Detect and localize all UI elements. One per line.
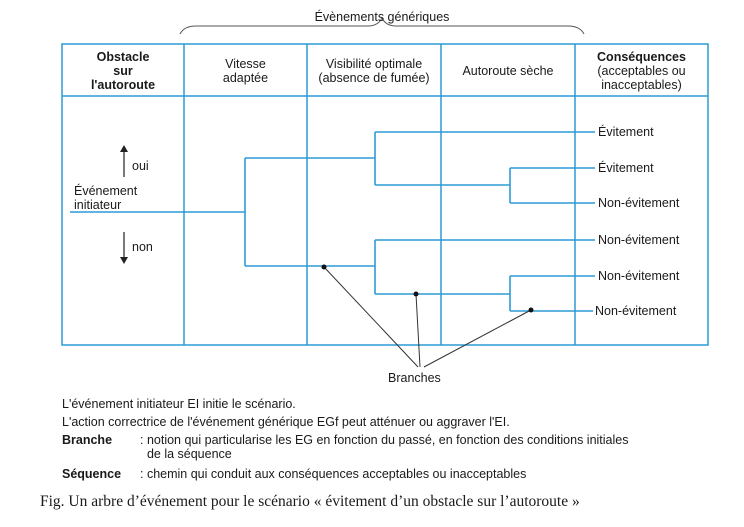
- legend-term-sequence: Séquence: [62, 467, 122, 481]
- outcome-1: Évitement: [598, 125, 654, 139]
- outcome-5: Non-évitement: [598, 269, 680, 283]
- figure-caption: Fig. Un arbre d’événement pour le scénario « évitement d’un obstacle sur l’autoroute »: [40, 493, 580, 510]
- header-visibility: Visibilité optimale (absence de fumée): [318, 57, 430, 85]
- header-speed: Vitesse adaptée: [222, 57, 269, 85]
- legend-line-1: L'événement initiateur EI initie le scénario.: [62, 397, 296, 411]
- header-consequences-sub: (acceptables ou inacceptables): [597, 64, 686, 92]
- legend-line-2: L'action correctrice de l'événement générique EGf peut atténuer ou aggraver l'EI.: [62, 415, 510, 429]
- no-arrow: [120, 232, 128, 264]
- event-tree-branches: [70, 132, 595, 311]
- generic-events-label: Évènements génériques: [314, 10, 450, 24]
- header-obstacle: Obstacle sur l'autoroute: [90, 50, 156, 92]
- branches-label: Branches: [388, 371, 441, 385]
- header-consequences: Conséquences: [597, 50, 686, 64]
- outcome-4: Non-évitement: [598, 233, 680, 247]
- outcome-6: Non-évitement: [595, 304, 677, 318]
- outcome-2: Évitement: [598, 161, 654, 175]
- legend-def-branch: : notion qui particularise les EG en fonction du passé, en fonction des conditions initiales de la séquence: [140, 433, 629, 461]
- legend-def-sequence: : chemin qui conduit aux conséquences acceptables ou inacceptables: [140, 467, 527, 481]
- branch-pointers: [322, 265, 534, 368]
- initiator-label: Événement initiateur: [74, 184, 138, 212]
- legend-term-branch: Branche: [62, 433, 113, 447]
- yes-label: oui: [132, 159, 149, 173]
- no-label: non: [132, 240, 153, 254]
- header-dry-road: Autoroute sèche: [462, 64, 554, 78]
- yes-arrow: [120, 145, 128, 177]
- outcome-3: Non-évitement: [598, 196, 680, 210]
